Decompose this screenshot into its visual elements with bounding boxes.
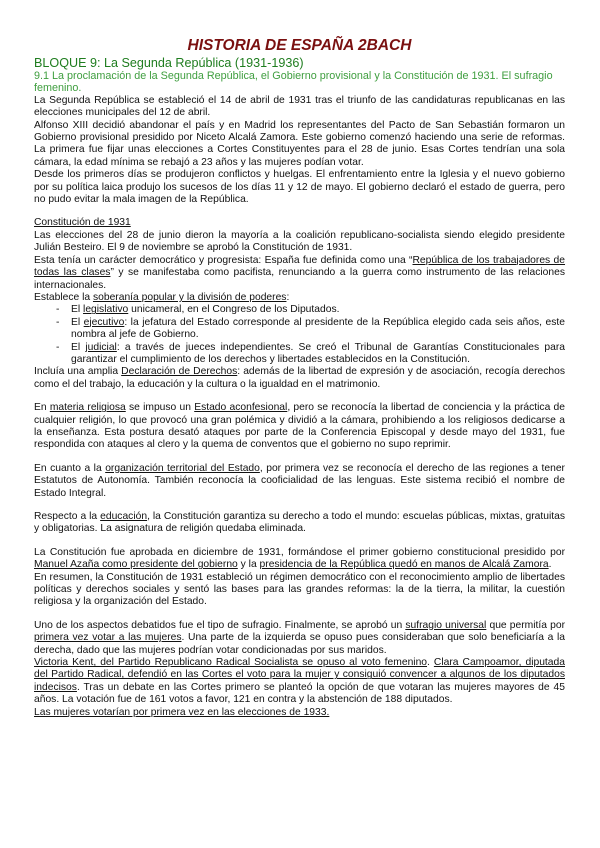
text-span: Uno de los aspectos debatidos fue el tipo de sufragio. Finalmente, se aprobó un: [34, 619, 406, 631]
text-span: Respecto a la: [34, 511, 101, 522]
text-span: El: [71, 341, 86, 353]
underlined-phrase: soberanía popular y la división de poderes: [92, 291, 287, 303]
aprobacion-paragraph: [34, 547, 565, 572]
bloque-heading: BLOQUE 9: La Segunda República (1931-1936): [34, 56, 304, 70]
kent-campoamor-paragraph: [34, 657, 565, 707]
underlined-phrase: Clara Campoamor, diputada del Partido Radical, defendió en las Cortes el voto para la mujer y consiguió convencer a algunos de los diputados indecisos: [34, 657, 565, 693]
underlined-phrase: judicial: [85, 341, 117, 353]
underlined-phrase: educación: [100, 511, 148, 522]
final-sentence: [34, 707, 565, 719]
text-span: Incluía una amplia: [34, 366, 122, 378]
text-span: En cuanto a la: [34, 462, 106, 474]
religion-paragraph: [34, 402, 565, 452]
underlined-phrase: presidencia de la República quedó en manos de Alcalá Zamora: [259, 559, 549, 571]
text-span: . Tras un debate en las Cortes primero se planteó la opción de que votaran las mujeres mayores de 45 años. La votación fue de 161 votos a favor, 121 en contra y la abstención de 188 diputados.: [34, 681, 565, 706]
constitucion-paragraph-3: [34, 292, 565, 304]
text-span: : la jefatura del Estado corresponde al presidente de la República elegido cada seis años, este nombra al jefe de Gobierno.: [71, 316, 565, 341]
constitucion-heading: [34, 217, 565, 229]
underlined-phrase: Manuel Azaña como presidente del gobierno: [34, 559, 238, 571]
text-span: :: [286, 291, 290, 303]
text-span: El: [71, 316, 84, 328]
list-item-legislativo: [34, 304, 565, 316]
text-span: ” y se manifestaba como pacifista, renunciando a la guerra como instrumento de las relaciones internacionales.: [34, 267, 565, 291]
poderes-list: [34, 304, 565, 366]
intro-paragraph-3: Desde los primeros días se produjeron conflictos y huelgas. El enfrentamiento entre la Iglesia y el nuevo gobierno por su política laica produjo los sucesos de los días 11 y 12 de mayo. El gobierno declaró el estado de guerra, pero no pudo evitar la mala imagen de la República.: [34, 169, 565, 206]
text-span: El: [71, 304, 84, 316]
document-page: [34, 36, 565, 719]
text-span: : a través de jueces independientes. Se creó el Tribunal de Garantías Constitucionales para garantizar el cumplimiento de los derechos y libertades establecidos en la Constitución.: [71, 341, 565, 365]
underlined-phrase: Las mujeres votarían por primera vez en las elecciones de 1933.: [34, 706, 330, 718]
text-span: y la: [237, 559, 260, 571]
document-title: HISTORIA DE ESPAÑA 2BACH: [187, 37, 412, 54]
text-span: se impuso un: [125, 402, 195, 414]
intro-paragraph-1: La Segunda República se estableció el 14 de abril de 1931 tras el triunfo de las candidaturas republicanas en las elecciones municipales del 12 de abril.: [34, 94, 565, 119]
intro-paragraph-2: Alfonso XIII decidió abandonar el país y en Madrid los representantes del Pacto de San Sebastián formaron un Gobierno provisional presidido por Niceto Alcalá Zamora. Este gobierno comenzó haciendo una serie de reformas. La primera fue fijar unas elecciones a Cortes Constituyentes para el 28 de junio. Esas Cortes tendrían una sola cámara, la edad mínima se rebajó a 23 años y las mujeres podían votar.: [34, 119, 565, 168]
underlined-phrase: ejecutivo: [83, 316, 125, 328]
text-span: que permitía por: [486, 619, 565, 631]
text-span: , por primera vez se reconocía el derecho de las regiones a tener Estatutos de Autonomía. También reconocía la cooficialidad de las lenguas. Este sistema recibió el nombre de Estado Integral.: [34, 462, 565, 499]
underlined-phrase: Estado aconfesional: [194, 402, 288, 414]
underlined-phrase: República de los trabajadores de todas las clases: [34, 254, 566, 279]
list-item-ejecutivo: [34, 317, 565, 342]
underlined-phrase: legislativo: [83, 304, 129, 316]
educacion-paragraph: [34, 511, 565, 536]
text-span: : además de la libertad de expresión y de asociación, recogía derechos como el del trabajo, la educación y la cultura o la igualdad en el matrimonio.: [34, 366, 565, 390]
derechos-paragraph: [34, 366, 565, 391]
text-span: , pero se reconocía la libertad de conciencia y la práctica de cualquier religión, lo que provocó una gran polémica y dividió a la cámara, prohibiendo a los religiosos dedicarse a la enseñanza. Esta postura desató ataques por parte de la Conferencia Episcopal y desde mayo del 1931, fue respondida con ataques al clero y la quema de conventos que el gobierno no supo reprimir.: [34, 402, 565, 451]
underlined-phrase: sufragio universal: [405, 619, 487, 631]
text-span: En: [34, 402, 50, 414]
constitucion-paragraph-1: Las elecciones del 28 de junio dieron la mayoría a la coalición republicano-socialista siendo elegido presidente Julián Besteiro. El 9 de noviembre se aprobó la Constitución de 1931.: [34, 229, 565, 254]
underlined-phrase: Declaración de Derechos: [121, 366, 238, 378]
territorial-paragraph: [34, 463, 565, 500]
resumen-paragraph: En resumen, la Constitución de 1931 estableció un régimen democrático con el reconocimiento amplio de libertades políticas y derechos sociales y sentó las bases para las grandes reformas: la de la tierra, la militar, la cuestión religiosa y la organización del Estado.: [34, 571, 565, 608]
section-heading: 9.1 La proclamación de la Segunda República, el Gobierno provisional y la Constitución de 1931. El sufragio femenino.: [34, 70, 553, 95]
underlined-phrase: materia religiosa: [49, 402, 126, 414]
underlined-phrase: organización territorial del Estado: [105, 462, 260, 474]
underlined-phrase: primera vez votar a las mujeres: [34, 632, 182, 644]
text-span: Establece la: [34, 291, 93, 303]
text-span: , la Constitución garantiza su derecho a todo el mundo: escuelas públicas, mixtas, gratuitas y obligatorias. La asignatura de religión quedaba eliminada.: [34, 511, 566, 535]
text-span: unicameral, en el Congreso de los Diputados.: [128, 304, 340, 316]
text-span: .: [548, 559, 552, 571]
text-span: .: [427, 657, 434, 669]
sufragio-paragraph: [34, 620, 565, 657]
constitucion-heading-text: Constitución de 1931: [34, 217, 131, 229]
underlined-phrase: Victoria Kent, del Partido Republicano Radical Socialista se opuso al voto femenino: [34, 657, 428, 669]
list-item-judicial: [34, 342, 565, 367]
text-span: Esta tenía un carácter democrático y progresista: España fue definida como una “: [34, 254, 413, 266]
constitucion-paragraph-2: [34, 255, 565, 292]
text-span: La Constitución fue aprobada en diciembre de 1931, formándose el primer gobierno constitucional presidido por: [34, 546, 565, 558]
text-span: . Una parte de la izquierda se opuso pues consideraban que solo beneficiaría a la derecha, dado que las mujeres podrían votar condicionadas por sus maridos.: [34, 632, 566, 656]
